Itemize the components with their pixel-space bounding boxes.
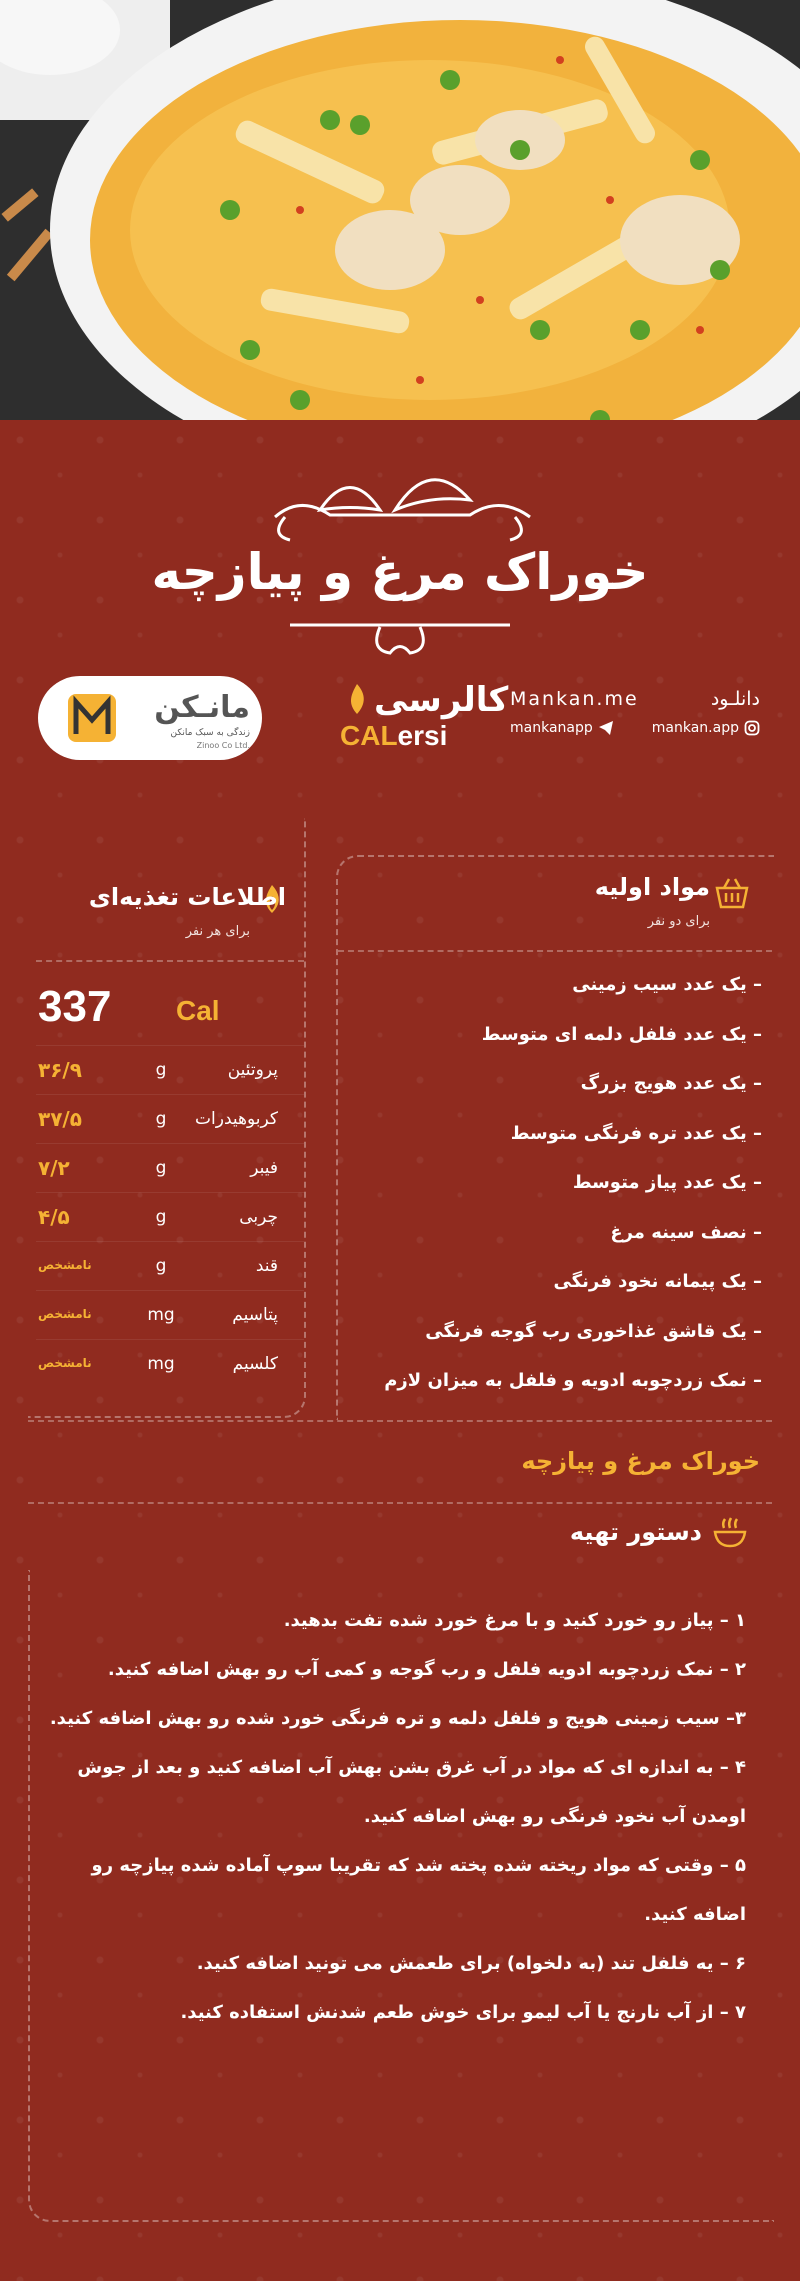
calersi-logo[interactable]	[340, 680, 509, 760]
basket-icon	[714, 876, 750, 910]
recipe-name-heading: خوراک مرغ و پیازچه	[521, 1447, 760, 1475]
download-site[interactable]: Mankan.me	[510, 688, 639, 710]
mankan-tagline: زندگی به سبک مانکن	[170, 728, 250, 738]
list-item: – یک عدد پیاز متوسط	[572, 1172, 762, 1193]
calersi-en-name: CALersi	[340, 720, 448, 751]
nutrition-title: اطلاعات تغذیه‌ای	[88, 883, 286, 911]
mankan-logo-badge[interactable]	[38, 676, 262, 760]
bowl-icon	[712, 1514, 748, 1550]
ingredients-list	[350, 973, 762, 1419]
calersi-fa-name: کالرسی	[374, 680, 509, 720]
nutrition-row: ۷/۲ g فیبر	[36, 1143, 304, 1192]
hero-food-image	[0, 0, 800, 440]
flame-icon	[346, 682, 368, 716]
nutrition-row: ۴/۵ g چربی	[36, 1192, 304, 1241]
download-label: دانلـود	[710, 688, 760, 710]
list-item: – یک پیمانه نخود فرنگی	[553, 1271, 762, 1292]
mankan-company: Zinoo Co Ltd.	[196, 741, 250, 750]
list-item: ۴ – به اندازه ای که مواد در آب غرق بشن بهش آب اضافه کنید و بعد از جوش اومدن آب نخود فرنگی رو بهش اضافه کنید.	[77, 1757, 746, 1827]
list-item: – یک عدد تره فرنگی متوسط	[510, 1122, 762, 1144]
nutrition-row: ۳۷/۵ g کربوهیدرات	[36, 1094, 304, 1143]
list-item: – یک عدد سیب زمینی	[572, 974, 762, 995]
nutrition-row: نامشخص mg پتاسیم	[36, 1290, 304, 1339]
list-item: ۲ – نمک زردچوبه ادویه فلفل و رب گوجه و کمی آب رو بهش اضافه کنید.	[107, 1659, 746, 1680]
list-item: ۵ – وقتی که مواد ریخته شده پخته شد که تقریبا سوپ آماده شده پیازچه رو اضافه کنید.	[91, 1855, 746, 1925]
ingredients-title: مواد اولیه	[594, 873, 710, 901]
list-item: – نصف سینه مرغ	[610, 1221, 762, 1243]
instagram-icon	[744, 720, 760, 736]
brand-row	[0, 668, 800, 768]
divider	[28, 1420, 772, 1422]
list-item: ۶ – یه فلفل تند (به دلخواه) برای طعمش می تونید اضافه کنید.	[196, 1953, 746, 1974]
instagram-handle[interactable]: mankan.app	[652, 720, 760, 736]
list-item: – یک عدد هویج بزرگ	[580, 1073, 762, 1094]
list-item: ۳– سیب زمینی هویج و فلفل دلمه و تره فرنگی خورد شده رو بهش اضافه کنید.	[49, 1708, 746, 1729]
nutrition-subtitle: برای هر نفر	[185, 924, 250, 939]
list-item: – یک عدد فلفل دلمه ای متوسط	[481, 1023, 762, 1045]
nutrition-row: نامشخص mg کلسیم	[36, 1339, 304, 1388]
download-info	[510, 688, 760, 736]
title-block	[0, 455, 800, 675]
steps-title: دستور تهیه	[569, 1518, 702, 1546]
calories-value: 337	[38, 982, 112, 1031]
recipe-title: خوراک مرغ و پیازچه	[151, 543, 649, 601]
divider	[36, 960, 304, 962]
list-item: – یک قاشق غذاخوری رب گوجه فرنگی	[425, 1320, 762, 1342]
curry-bowl-illustration	[0, 0, 800, 440]
divider	[338, 950, 772, 952]
telegram-handle[interactable]: mankanapp	[510, 720, 614, 736]
divider	[28, 1502, 772, 1504]
list-item: ۷ – از آب نارنج یا آب لیمو برای خوش طعم شدنش استفاده کنید.	[180, 2002, 746, 2023]
telegram-icon	[598, 720, 614, 736]
calories-unit: Cal	[176, 995, 220, 1026]
list-item: ۱ – پیاز رو خورد کنید و با مرغ خورد شده تفت بدهید.	[283, 1610, 746, 1631]
steps-list	[36, 1596, 746, 2037]
nutrition-row: ۳۶/۹ g پروتئین	[36, 1045, 304, 1094]
list-item: – نمک زردچوبه ادویه و فلفل به میزان لازم	[384, 1370, 762, 1391]
mankan-logo-icon	[64, 690, 120, 746]
ingredients-subtitle: برای دو نفر	[647, 914, 710, 929]
mankan-name: مانـکن	[154, 690, 250, 725]
nutrition-row: نامشخص g قند	[36, 1241, 304, 1290]
